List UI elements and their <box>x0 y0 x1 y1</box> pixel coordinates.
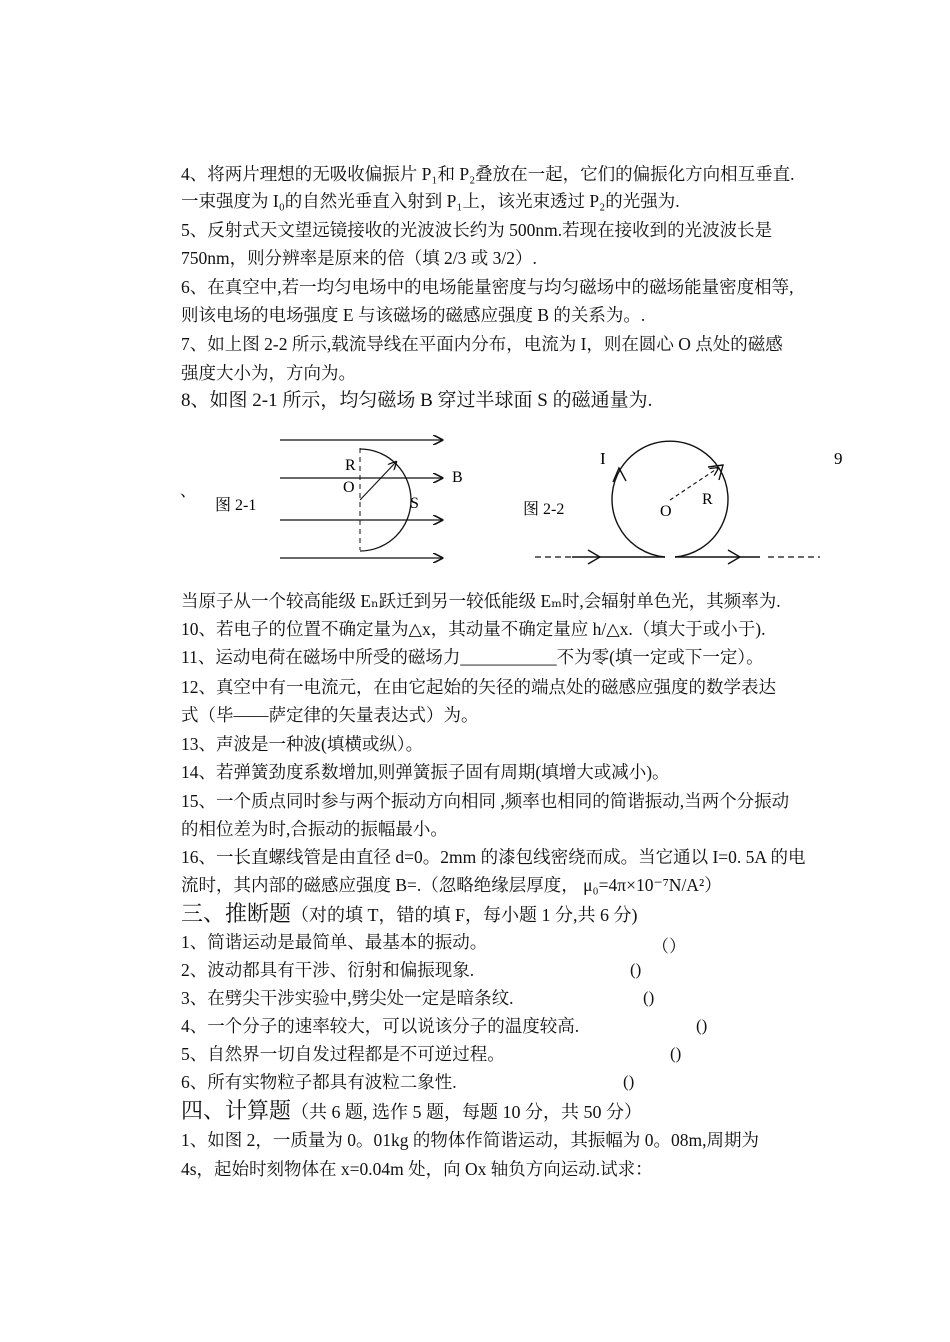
q8: 8、如图 2-1 所示，均匀磁场 B 穿过半球面 S 的磁通量为. <box>181 390 653 411</box>
q10: 10、若电子的位置不确定量为△x，其动量不确定量应 h/△x.（填大于或小于). <box>181 619 766 639</box>
figure-2-1 <box>215 440 463 558</box>
q13: 13、声波是一种波(填横或纵）。 <box>181 734 424 754</box>
q16-line1: 16、一长直螺线管是由直径 d=0。2mm 的漆包线密绕而成。当它通以 I=0. 5A 的电 <box>181 847 806 867</box>
section4-heading <box>181 1097 642 1126</box>
judge-answer-1[interactable]: （） <box>652 937 686 956</box>
judge-item-4: 4、一个分子的速率较大，可以说该分子的温度较高. <box>181 1016 580 1036</box>
label-R: R <box>702 491 713 508</box>
q9-number: 9 <box>834 449 843 468</box>
judge-answer-4[interactable]: () <box>696 1016 708 1035</box>
judge-item-6: 6、所有实物粒子都具有波粒二象性. <box>181 1072 457 1092</box>
judge-answer-6[interactable]: () <box>623 1072 635 1091</box>
q7-line2: 强度大小为，方向为。 <box>181 363 356 383</box>
q9-text: 当原子从一个较高能级 Eₙ跃迁到另一较低能级 Eₘ时,会辐射单色光，其频率为. <box>181 591 781 611</box>
q4-line1: 4、将两片理想的无吸收偏振片 P₁和 P₂叠放在一起，它们的偏振化方向相互垂直. <box>181 164 795 184</box>
q4-line2: 一束强度为 I₀的自然光垂直入射到 P₁上，该光束透过 P₂的光强为. <box>181 191 680 211</box>
calc-q1-line2: 4s，起始时刻物体在 x=0.04m 处，向 Ox 轴负方向运动.试求： <box>181 1159 653 1179</box>
judge-item-2: 2、波动都具有干涉、衍射和偏振现象. <box>181 960 475 980</box>
judge-answer-5[interactable]: () <box>670 1044 682 1063</box>
current-arrow-loop-right <box>708 465 723 480</box>
calc-q1-line1: 1、如图 2，一质量为 0。01kg 的物体作简谐运动，其振幅为 0。08m,周期为 <box>181 1130 759 1150</box>
hemisphere-arc <box>360 449 411 551</box>
judge-item-1: 1、简谐运动是最简单、最基本的振动。 <box>181 932 488 952</box>
judge-item-5: 5、自然界一切自发过程都是不可逆过程。 <box>181 1044 505 1064</box>
figures <box>170 420 870 580</box>
q6-line1: 6、在真空中,若一均匀电场中的电场能量密度与均匀磁场中的磁场能量密度相等, <box>181 277 794 297</box>
radius-arrow <box>360 462 396 500</box>
section3-note: （对的填 T，错的填 F，每小题 1 分,共 6 分) <box>291 905 638 925</box>
judge-answer-2[interactable]: () <box>630 960 642 979</box>
label-O: O <box>660 503 672 520</box>
label-O: O <box>343 479 355 496</box>
label-I: I <box>600 449 606 468</box>
section3-heading <box>181 900 638 929</box>
q12-line2: 式（毕——萨定律的矢量表达式）为。 <box>181 705 479 725</box>
caption-fig-2-1: 图 2-1 <box>215 497 257 514</box>
label-S: S <box>410 495 419 512</box>
q15-line2: 的相位差为时,合振动的振幅最小。 <box>181 819 448 839</box>
q11: 11、运动电荷在磁场中所受的磁场力___________不为零(填一定或下一定）。 <box>181 647 764 667</box>
section3-title: 三、推断题 <box>181 901 292 926</box>
q6-line2: 则该电场的电场强度 E 与该磁场的磁感应强度 B 的关系为。. <box>181 305 646 325</box>
q5-line1: 5、反射式天文望远镜接收的光波波长约为 500nm.若现在接收到的光波波长是 <box>181 220 773 240</box>
q12-line1: 12、真空中有一电流元，在由它起始的矢径的端点处的磁感应强度的数学表达 <box>181 677 776 697</box>
q15-line1: 15、一个质点同时参与两个振动方向相同 ,频率也相同的简谐振动,当两个分振动 <box>181 791 790 811</box>
q14: 14、若弹簧劲度系数增加,则弹簧振子固有周期(填增大或减小)。 <box>181 762 670 782</box>
q5-line2: 750nm，则分辨率是原来的倍（填 2/3 或 3/2）. <box>181 248 537 268</box>
q16-line2: 流时，其内部的磁感应强度 B=.（忽略绝缘层厚度， μ₀=4π×10⁻⁷N/A²） <box>181 875 722 895</box>
section4-title: 四、计算题 <box>181 1098 292 1123</box>
label-R: R <box>345 457 356 474</box>
label-B: B <box>452 469 463 486</box>
judge-item-3: 3、在劈尖干涉实验中,劈尖处一定是暗条纹. <box>181 988 514 1008</box>
q7-line1: 7、如上图 2-2 所示,载流导线在平面内分布，电流为 I，则在圆心 O 点处的磁感 <box>181 334 783 354</box>
caption-fig-2-2: 图 2-2 <box>523 501 565 518</box>
figure-2-2 <box>523 441 820 564</box>
section4-note: （共 6 题, 选作 5 题，每题 10 分，共 50 分） <box>291 1102 643 1122</box>
q9-comma: 、 <box>180 483 197 500</box>
judge-answer-3[interactable]: () <box>643 988 655 1007</box>
